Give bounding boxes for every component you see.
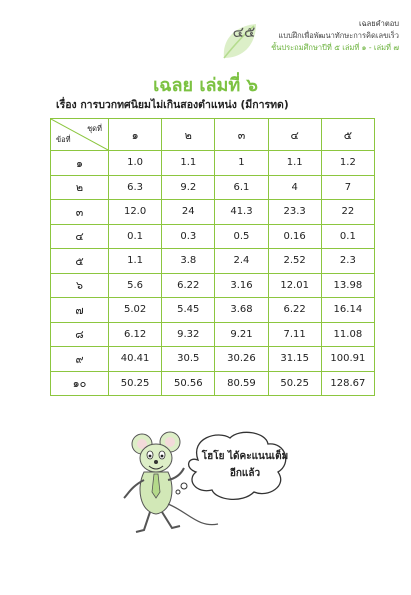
answer-cell: 0.16 — [268, 224, 321, 249]
answer-cell: 31.15 — [268, 347, 321, 372]
row-header-question: ๒ — [51, 175, 109, 200]
answer-cell: 4 — [268, 175, 321, 200]
answer-cell: 30.26 — [215, 347, 268, 372]
column-header-set-3: ๓ — [215, 119, 268, 151]
answer-cell: 0.1 — [321, 224, 374, 249]
table-row — [51, 224, 375, 249]
answer-cell: 1.1 — [109, 249, 162, 274]
answer-cell: 13.98 — [321, 273, 374, 298]
answer-cell: 30.5 — [162, 347, 215, 372]
table-row — [51, 273, 375, 298]
answer-cell: 11.08 — [321, 322, 374, 347]
row-header-question: ๑ — [51, 151, 109, 176]
answer-cell: 6.3 — [109, 175, 162, 200]
answer-cell: 3.68 — [215, 298, 268, 323]
answer-cell: 9.21 — [215, 322, 268, 347]
answer-cell: 5.6 — [109, 273, 162, 298]
set-column-label: ชุดที่ — [87, 124, 102, 133]
row-header-question: ๙ — [51, 347, 109, 372]
table-header-row — [51, 119, 375, 151]
row-header-question: ๔ — [51, 224, 109, 249]
answer-cell: 50.25 — [268, 371, 321, 396]
mouse-mascot-illustration — [118, 428, 293, 543]
answer-cell: 23.3 — [268, 200, 321, 225]
speech-bubble-text — [200, 448, 290, 482]
row-header-question: ๘ — [51, 322, 109, 347]
table-row — [51, 371, 375, 396]
table-row — [51, 322, 375, 347]
answer-cell: 6.1 — [215, 175, 268, 200]
answer-cell: 2.52 — [268, 249, 321, 274]
answer-cell: 24 — [162, 200, 215, 225]
page-header — [0, 0, 411, 66]
column-header-set-5: ๕ — [321, 119, 374, 151]
page-number: ๔๕ — [232, 23, 256, 41]
table-body — [51, 151, 375, 396]
answer-cell: 12.01 — [268, 273, 321, 298]
answer-cell: 1.1 — [162, 151, 215, 176]
column-header-set-1: ๑ — [109, 119, 162, 151]
answer-cell: 9.2 — [162, 175, 215, 200]
row-header-question: ๕ — [51, 249, 109, 274]
answer-cell: 1.0 — [109, 151, 162, 176]
answer-cell: 50.25 — [109, 371, 162, 396]
answer-cell: 16.14 — [321, 298, 374, 323]
answer-cell: 80.59 — [215, 371, 268, 396]
answer-cell: 0.5 — [215, 224, 268, 249]
row-header-question: ๖ — [51, 273, 109, 298]
answer-cell: 2.4 — [215, 249, 268, 274]
table-row — [51, 249, 375, 274]
answer-cell: 100.91 — [321, 347, 374, 372]
answer-table — [50, 118, 375, 396]
answer-cell: 22 — [321, 200, 374, 225]
table-row — [51, 151, 375, 176]
header-grade-volume: ชั้นประถมศึกษาปีที่ ๕ เล่มที่ ๑ - เล่มที่ ๗ — [271, 43, 399, 52]
table-row — [51, 298, 375, 323]
answer-cell: 6.12 — [109, 322, 162, 347]
answer-cell: 50.56 — [162, 371, 215, 396]
answer-cell: 2.3 — [321, 249, 374, 274]
page-title: เฉลย เล่มที่ ๖ — [153, 75, 258, 96]
answer-cell: 1 — [215, 151, 268, 176]
answer-cell: 1.1 — [268, 151, 321, 176]
answer-cell: 3.16 — [215, 273, 268, 298]
answer-cell: 0.1 — [109, 224, 162, 249]
answer-cell: 7.11 — [268, 322, 321, 347]
table-row — [51, 175, 375, 200]
answer-cell: 7 — [321, 175, 374, 200]
answer-cell: 41.3 — [215, 200, 268, 225]
header-book-title: แบบฝึกเพื่อพัฒนาทักษะการคิดเลขเร็ว — [278, 31, 399, 40]
table-corner-cell — [51, 119, 109, 151]
answer-cell: 3.8 — [162, 249, 215, 274]
table-row — [51, 347, 375, 372]
answer-cell: 12.0 — [109, 200, 162, 225]
speech-bubble-line1: โฮโย ได้คะแนนเต็ม — [201, 451, 289, 462]
answer-cell: 40.41 — [109, 347, 162, 372]
answer-cell: 9.32 — [162, 322, 215, 347]
column-header-set-2: ๒ — [162, 119, 215, 151]
row-header-question: ๗ — [51, 298, 109, 323]
row-header-question: ๑๐ — [51, 371, 109, 396]
topic-subtitle: เรื่อง การบวกทศนิยมไม่เกินสองตำแหน่ง (มีการทด) — [56, 99, 289, 111]
answer-cell: 0.3 — [162, 224, 215, 249]
header-answer-key-label: เฉลยคำตอบ — [358, 19, 399, 28]
column-header-set-4: ๔ — [268, 119, 321, 151]
answer-cell: 1.2 — [321, 151, 374, 176]
answer-cell: 6.22 — [268, 298, 321, 323]
row-header-question: ๓ — [51, 200, 109, 225]
question-row-label: ข้อที่ — [56, 135, 71, 144]
answer-cell: 5.45 — [162, 298, 215, 323]
answer-cell: 128.67 — [321, 371, 374, 396]
answer-cell: 6.22 — [162, 273, 215, 298]
header-text — [271, 18, 399, 54]
answer-cell: 5.02 — [109, 298, 162, 323]
speech-bubble-line2: อีกแล้ว — [229, 468, 261, 479]
table-row — [51, 200, 375, 225]
